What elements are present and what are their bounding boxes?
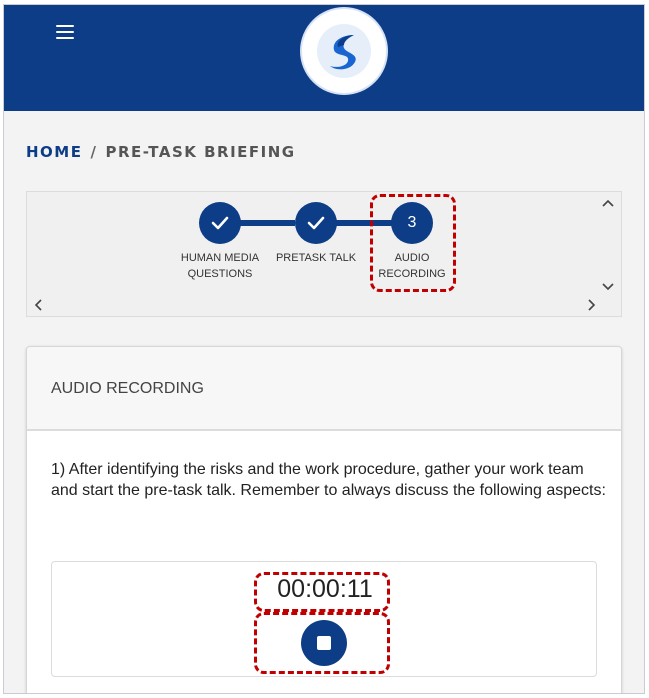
audio-recording-card	[26, 346, 622, 694]
scroll-right-arrow-icon[interactable]	[585, 298, 599, 312]
breadcrumb-separator: /	[90, 143, 98, 161]
breadcrumb-current: PRE-TASK BRIEFING	[105, 143, 296, 161]
question-text: 1) After identifying the risks and the work procedure, gather your work team and start the pre-task talk. Remember to always discuss the following aspects:	[51, 461, 606, 499]
progress-stepper	[26, 191, 622, 317]
step-2-label: PRETASK TALK	[275, 252, 357, 264]
step-1-completed[interactable]	[199, 202, 241, 244]
recording-timer: 00:00:11	[277, 575, 373, 603]
app-logo[interactable]	[302, 9, 386, 93]
audio-recorder	[51, 561, 597, 677]
scroll-left-arrow-icon[interactable]	[31, 298, 45, 312]
step-3-number: 3	[407, 214, 417, 231]
check-icon	[307, 216, 325, 230]
step-2-completed[interactable]	[295, 202, 337, 244]
breadcrumb-home-link[interactable]: HOME	[26, 143, 83, 161]
scroll-down-arrow-icon[interactable]	[601, 280, 615, 294]
step-3-label: AUDIO RECORDING	[378, 252, 446, 280]
stop-button-highlight	[254, 612, 390, 674]
hamburger-menu-icon[interactable]	[56, 25, 74, 41]
scroll-up-arrow-icon[interactable]	[601, 196, 615, 210]
check-icon	[211, 216, 229, 230]
top-header	[4, 5, 644, 111]
step-3-highlight	[370, 194, 456, 292]
breadcrumb	[26, 143, 296, 161]
step-1-label: HUMAN MEDIA QUESTIONS	[180, 252, 260, 280]
app-window	[3, 4, 645, 694]
timer-highlight	[254, 572, 390, 612]
logo-s-icon	[314, 21, 374, 81]
card-title: AUDIO RECORDING	[27, 347, 621, 431]
